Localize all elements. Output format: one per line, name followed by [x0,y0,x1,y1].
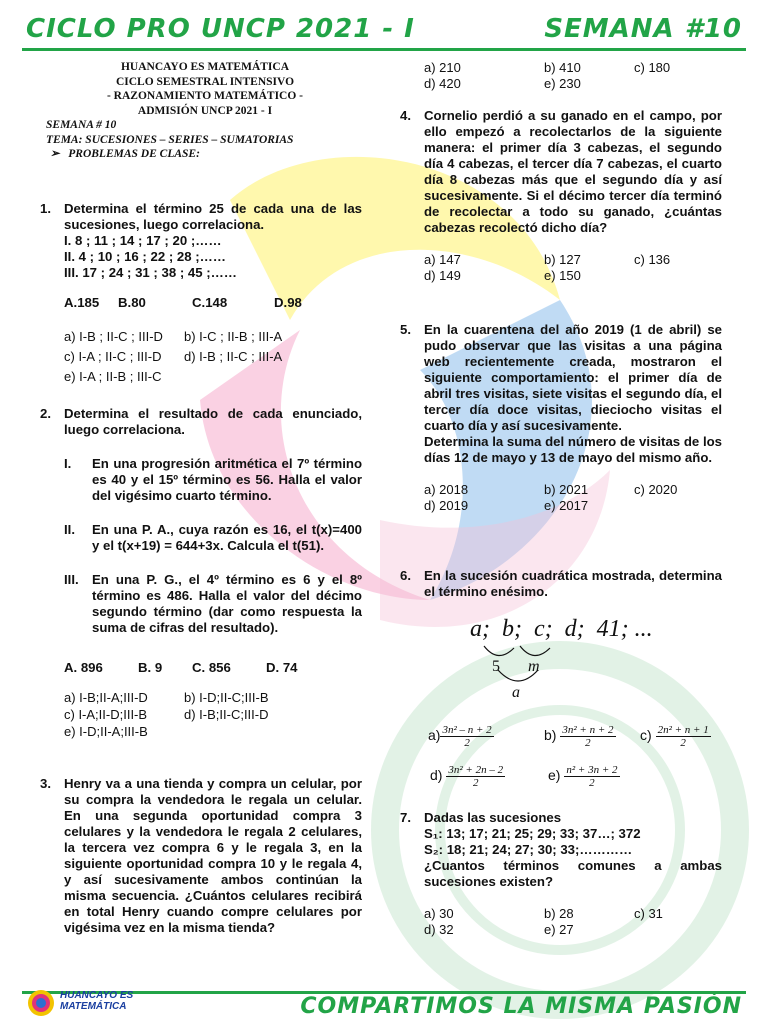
header-week: SEMANA #10 [544,14,742,44]
question-number: 7. [400,810,411,825]
question-number: 3. [40,776,51,791]
option-a[interactable]: a) I-B;II-A;III-D [64,690,148,705]
option-b[interactable]: b) 127 [544,252,581,267]
question-5 [400,322,722,518]
sequence-s1: S₁: 13; 17; 21; 25; 29; 33; 37…; 372 [424,826,641,841]
statement-ii-num: II. [64,522,75,537]
intro-block [46,60,364,162]
value-d: D.98 [274,295,302,310]
question-text: Cornelio perdió a su ganado en el campo, por ello empezó a recolectarlos de la siguiente manera: el primer día 3 cabezas, el segundo día 4 cabezas, el tercer día 7 cabezas, el cuarto día 8 cabezas más que el segundo día y así sucesivamente. Si el décimo tercer día terminó de recolectar a todo su ganado, ¿cuántas cabezas recolectó dicho día? [424,108,722,235]
intro-line-3: - RAZONAMIENTO MATEMÁTICO - [106,90,304,102]
value-a: A.185 [64,295,100,310]
option-e[interactable]: e) I-D;II-A;III-B [64,724,148,739]
question-6 [400,568,722,600]
question-text: En la cuarentena del año 2019 (1 de abril) se pudo observar que las visitas a una página web recientemente creada, mostraron el siguiente comportamiento: el primer día de abril tres visitas, siete visitas el segundo día, el tercer día doce visitas, dieciocho visitas el cuarto día y así sucesivamente. [424,322,722,433]
option-d[interactable]: d) $\frac{\text{3n² + 2n – 2}}{2}$ [430,764,504,789]
header-title: CICLO PRO UNCP 2021 - I [26,14,415,44]
option-a[interactable]: a) 147 [424,252,461,267]
difference-2: m [528,658,540,675]
option-d[interactable]: d) 420 [424,76,461,91]
question-number: 2. [40,406,51,421]
option-e[interactable]: e) I-A ; II-B ; III-C [64,369,162,384]
option-d[interactable]: d) I-B;II-C;III-D [184,707,269,722]
question-number: 4. [400,108,411,123]
option-d[interactable]: d) 149 [424,268,461,283]
value-b: B.80 [118,295,146,310]
option-a[interactable]: a) $\frac{\text{3n² – n + 2}}{2}$ [428,724,492,749]
option-c[interactable]: c) $\frac{\text{2n² + n + 1}}{2}$ [640,724,709,749]
option-d[interactable]: d) 2019 [424,498,469,513]
intro-line-4: ADMISIÓN UNCP 2021 - I [137,104,273,117]
value-d: D. 74 [266,660,298,675]
option-a[interactable]: a) 30 [424,906,454,921]
sequence-s2: S₂: 18; 21; 24; 27; 30; 33;………… [424,842,633,857]
value-a: A. 896 [64,660,103,675]
option-b[interactable]: b) 2021 [544,482,589,497]
sequence-3: III. 17 ; 24 ; 31 ; 38 ; 45 ;…… [64,265,237,280]
question-3-options [424,60,724,96]
statement-i-num: I. [64,456,72,471]
question-number: 6. [400,568,411,583]
option-a[interactable]: a) 210 [424,60,461,75]
intro-semana: SEMANA # 10 [46,119,117,131]
intro-line-2: CICLO SEMESTRAL INTENSIVO [115,75,295,88]
question-number: 1. [40,201,51,216]
question-number: 5. [400,322,411,337]
option-d[interactable]: d) 32 [424,922,454,937]
option-a[interactable]: a) 2018 [424,482,469,497]
statement-iii-num: III. [64,572,79,587]
logo-line-2: MATEMÁTICA [60,1001,127,1012]
second-difference: a [512,684,520,701]
sequence-terms: a; b; c; d; 41; ... [470,616,653,642]
statement-ii: En una P. A., cuya razón es 16, el t(x)=400 y el t(x+19) = 644+3x. Calcula el t(51). [92,522,362,553]
logo-line-1: HUANCAYO ES [60,990,134,1001]
option-e[interactable]: e) $\frac{\text{n² + 3n + 2}}{2}$ [548,764,618,789]
option-c[interactable]: c) 31 [634,906,663,921]
option-c[interactable]: c) I-A ; II-C ; III-D [64,349,162,364]
option-e[interactable]: e) 2017 [544,498,589,513]
question-text: Determina el resultado de cada enunciado, luego correlaciona. [64,406,362,437]
intro-problemas: ➢ PROBLEMAS DE CLASE: [50,148,200,160]
option-c[interactable]: c) I-A;II-D;III-B [64,707,148,722]
logo-text [60,990,133,1012]
question-text: En la sucesión cuadrática mostrada, determina el término enésimo. [424,568,722,599]
question-title: Dadas las sucesiones [424,810,562,825]
option-b[interactable]: b) 410 [544,60,581,75]
intro-tema: TEMA: SUCESIONES – SERIES – SUMATORIAS [46,133,294,146]
difference-1: 5 [492,658,500,675]
intro-line-1: HUANCAYO ES MATEMÁTICA [120,61,290,73]
sequence-2: II. 4 ; 10 ; 16 ; 22 ; 28 ;…… [64,249,226,264]
option-b[interactable]: b) 28 [544,906,574,921]
option-c[interactable]: c) 2020 [634,482,678,497]
question-text: Determina el término 25 de cada una de las sucesiones, luego correlaciona. [64,201,362,232]
option-e[interactable]: e) 230 [544,76,581,91]
question-text: Henry va a una tienda y compra un celular, por su compra la vendedora le regala un celular. En una segunda oportunidad compra 3 celulares y la vendedora le regala 2 celulares, la tercera vez compra 6 y le regala 3, en la siguiente oportunidad compra 10 y le regala 4, y así sucesivamente ambos continúan la misma secuencia. ¿Cuántos celulares recibirá en total Henry cuando compre celulares por vigésima vez en la misma tienda? [64,776,362,935]
option-c[interactable]: c) 136 [634,252,671,267]
question-2 [40,406,362,754]
option-e[interactable]: e) 27 [544,922,574,937]
option-e[interactable]: e) 150 [544,268,581,283]
option-c[interactable]: c) 180 [634,60,671,75]
option-d[interactable]: d) I-B ; II-C ; III-A [184,349,283,364]
question-6-options [428,724,728,796]
value-c: C. 856 [192,660,231,675]
question-text-2: Determina la suma del número de visitas de los días 12 de mayo y 13 de mayo del mismo año. [424,434,722,465]
option-b[interactable]: b) $\frac{\text{3n² + n + 2}}{2}$ [544,724,614,749]
value-b: B. 9 [138,660,163,675]
value-c: C.148 [192,295,228,310]
logo-icon [26,988,58,1018]
question-1 [40,201,362,391]
footer-slogan: COMPARTIMOS LA MISMA PASIÓN [300,994,742,1019]
option-a[interactable]: a) I-B ; II-C ; III-D [64,329,163,344]
sequence-1: I. 8 ; 11 ; 14 ; 17 ; 20 ;…… [64,233,222,248]
question-text: ¿Cuantos términos comunes a ambas sucesiones existen? [424,858,722,889]
arrow-bullet-icon: ➢ [50,148,60,160]
sequence-diagram [462,614,702,706]
option-b[interactable]: b) I-C ; II-B ; III-A [184,329,283,344]
question-3 [40,776,362,936]
question-4 [400,108,722,288]
option-b[interactable]: b) I-D;II-C;III-B [184,690,269,705]
question-7 [400,810,722,942]
statement-iii: En una P. G., el 4º término es 6 y el 8º término es 486. Halla el valor del décimo segundo término (dar como respuesta la suma de cifras del resultado). [92,572,362,635]
statement-i: En una progresión aritmética el 7º término es 40 y el 15º término es 56. Halla el valor del vigésimo cuarto término. [92,456,362,503]
